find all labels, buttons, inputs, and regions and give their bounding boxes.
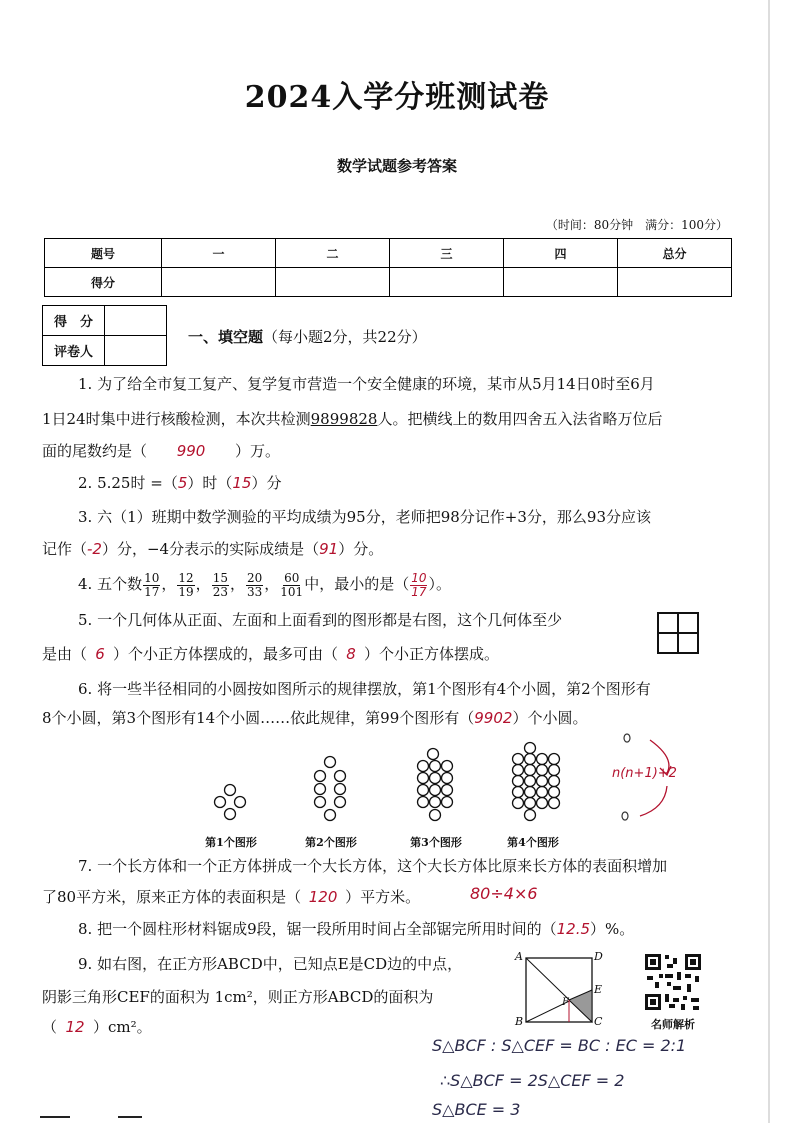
square-grid-figure [657, 612, 699, 654]
q4-text: 中，最小的是（ [304, 575, 410, 593]
section-heading [188, 326, 427, 347]
q2-text: ）时（ [187, 474, 233, 492]
q4-answer: $\frac{10}{17}$ [411, 570, 427, 599]
q6-line2 [42, 704, 587, 732]
q1-text: ）万。 [235, 442, 281, 460]
scan-edge [768, 0, 770, 1123]
q6-text: 8个小圆，第3个图形有14个小圆……依此规律，第99个图形有（ [42, 709, 475, 727]
q6-answer: 9902 [474, 709, 513, 727]
q3-text: 记作（ [42, 540, 88, 558]
q1-text: 人。把横线上的数用四舍五入法省略万位后 [377, 410, 663, 428]
q1-answer: 990 [176, 442, 206, 460]
figure-caption: 第4个图形 [507, 836, 559, 849]
q8-answer: 12.5 [556, 920, 591, 938]
vertex-label-e: E [594, 983, 603, 996]
vertex-label-c: C [594, 1015, 603, 1028]
score-table [44, 238, 732, 297]
q5-answer-min: 6 [95, 645, 105, 663]
q5-line1: 5. 一个几何体从正面、左面和上面看到的图形都是右图，这个几何体至少 [78, 611, 563, 629]
q1-text: 面的尾数约是（ [42, 442, 148, 460]
q7-text: 了80平方米，原来正方体的表面积是（ [42, 888, 302, 906]
q1-number: 9899828 [310, 410, 378, 428]
q4-fraction: $\frac{15}{23}$ [212, 570, 228, 599]
q9-line2: 阴影三角形CEF的面积为 1cm²，则正方形ABCD的面积为 [42, 988, 434, 1006]
qr-caption: 名师解析 [651, 1018, 695, 1031]
qr-code-image [643, 952, 703, 1012]
q8-line [78, 915, 634, 943]
q8-text: ）%。 [590, 920, 635, 938]
q9-answer: 12 [65, 1018, 85, 1036]
handwritten-note: ∴S△BCF = 2S△CEF = 2 [440, 1071, 625, 1090]
q6-text: ）个小圆。 [512, 709, 588, 727]
q4-fraction: $\frac{12}{19}$ [178, 570, 194, 599]
q9-text: ）cm²。 [93, 1018, 152, 1036]
q3-line2 [42, 535, 383, 563]
q3-line1: 3. 六（1）班期中数学测验的平均成绩为95分，老师把98分记作+3分，那么93分应该 [78, 508, 651, 526]
vertex-label-b: B [515, 1015, 524, 1028]
q7-handwritten-note: 80÷4×6 [470, 884, 538, 903]
q1-line3 [42, 437, 280, 465]
section-title: 一、填空题 [188, 328, 264, 346]
q9-line1: 9. 如右图，在正方形ABCD中，已知点E是CD边的中点， [78, 955, 463, 973]
circle-pattern-figures [190, 740, 610, 836]
figure-caption: 第3个图形 [410, 836, 462, 849]
q4-fraction: $\frac{10}{17}$ [144, 570, 160, 599]
q3-answer-2: 91 [319, 540, 339, 558]
q8-text: 8. 把一个圆柱形材料锯成9段，锯一段所用时间占全部锯完所用时间的（ [78, 920, 557, 938]
figure-caption: 第1个图形 [205, 836, 257, 849]
q4-text: ）。 [428, 575, 451, 593]
q5-line2 [42, 640, 499, 668]
scan-mark [118, 1116, 142, 1118]
score-table-header: 四 [504, 239, 618, 268]
q1-text: 1日24时集中进行核酸检测，本次共检测 [42, 410, 311, 428]
score-cell [618, 268, 732, 297]
q2-line [78, 469, 282, 497]
grader-table [42, 305, 167, 366]
score-table-header: 题号 [45, 239, 162, 268]
q2-text: 2. 5.25时 =（ [78, 474, 178, 492]
q5-text: 是由（ [42, 645, 88, 663]
grader-score-label: 得 分 [43, 306, 105, 336]
score-table-header: 三 [390, 239, 504, 268]
q7-answer: 120 [308, 888, 338, 906]
handwritten-note: S△BCE = 3 [432, 1100, 521, 1119]
score-cell [162, 268, 276, 297]
section-note: （每小题2分，共22分） [263, 328, 427, 346]
grader-label: 评卷人 [43, 336, 105, 366]
q3-text: ）分，−4分表示的实际成绩是（ [101, 540, 320, 558]
q4-line: 4. 五个数 $\frac{10}{17}$ ， $\frac{12}{19}$ ， $\frac{15}{23}$ ， $\frac{20}{33}$ ， $\frac{60}{101}$ 中，最小的是（ $\frac{10}{17}$ ）。 [78, 570, 451, 599]
q3-answer-1: -2 [87, 540, 102, 558]
scan-mark [40, 1116, 70, 1118]
q5-answer-max: 8 [346, 645, 356, 663]
score-cell [276, 268, 390, 297]
vertex-label-a: A [515, 950, 523, 963]
q3-text: ）分。 [338, 540, 384, 558]
q4-fraction: $\frac{20}{33}$ [246, 570, 263, 599]
grader-cell [105, 336, 167, 366]
q7-line2 [42, 883, 420, 911]
q9-text: （ [42, 1018, 58, 1036]
page-title: 2024入学分班测试卷 [244, 80, 550, 115]
q5-text: ）个小正方体摆成。 [364, 645, 500, 663]
q9-line3 [42, 1013, 152, 1041]
score-cell [390, 268, 504, 297]
q4-text: 4. 五个数 [78, 575, 143, 593]
q2-answer-hours: 5 [177, 474, 188, 492]
q4-fraction: $\frac{60}{101}$ [280, 570, 304, 599]
score-row-label: 得分 [45, 268, 162, 297]
time-info: （时间：80分钟 满分：100分） [545, 218, 728, 232]
page-subtitle: 数学试题参考答案 [336, 157, 457, 175]
q2-answer-minutes: 15 [232, 474, 252, 492]
vertex-label-d: D [594, 950, 603, 963]
score-table-header: 总分 [618, 239, 732, 268]
q6-line1: 6. 将一些半径相同的小圆按如图所示的规律摆放，第1个图形有4个小圆，第2个图形有 [78, 680, 651, 698]
score-cell [504, 268, 618, 297]
score-table-header: 一 [162, 239, 276, 268]
score-table-header: 二 [276, 239, 390, 268]
q1-line2 [42, 405, 662, 433]
handwritten-formula: n(n+1)+2 [612, 766, 677, 781]
q5-text: ）个小正方体摆成的，最多可由（ [113, 645, 339, 663]
grader-score-cell [105, 306, 167, 336]
q2-text: ）分 [251, 474, 282, 492]
handwritten-note: S△BCF : S△CEF = BC : EC = 2:1 [432, 1036, 687, 1055]
q7-text: ）平方米。 [345, 888, 421, 906]
q1-line1: 1. 为了给全市复工复产、复学复市营造一个安全健康的环境，某市从5月14日0时至6月 [78, 375, 655, 393]
vertex-label-f: F [562, 997, 569, 1008]
q7-line1: 7. 一个长方体和一个正方体拼成一个大长方体，这个大长方体比原来长方体的表面积增加 [78, 857, 668, 875]
figure-caption: 第2个图形 [305, 836, 357, 849]
